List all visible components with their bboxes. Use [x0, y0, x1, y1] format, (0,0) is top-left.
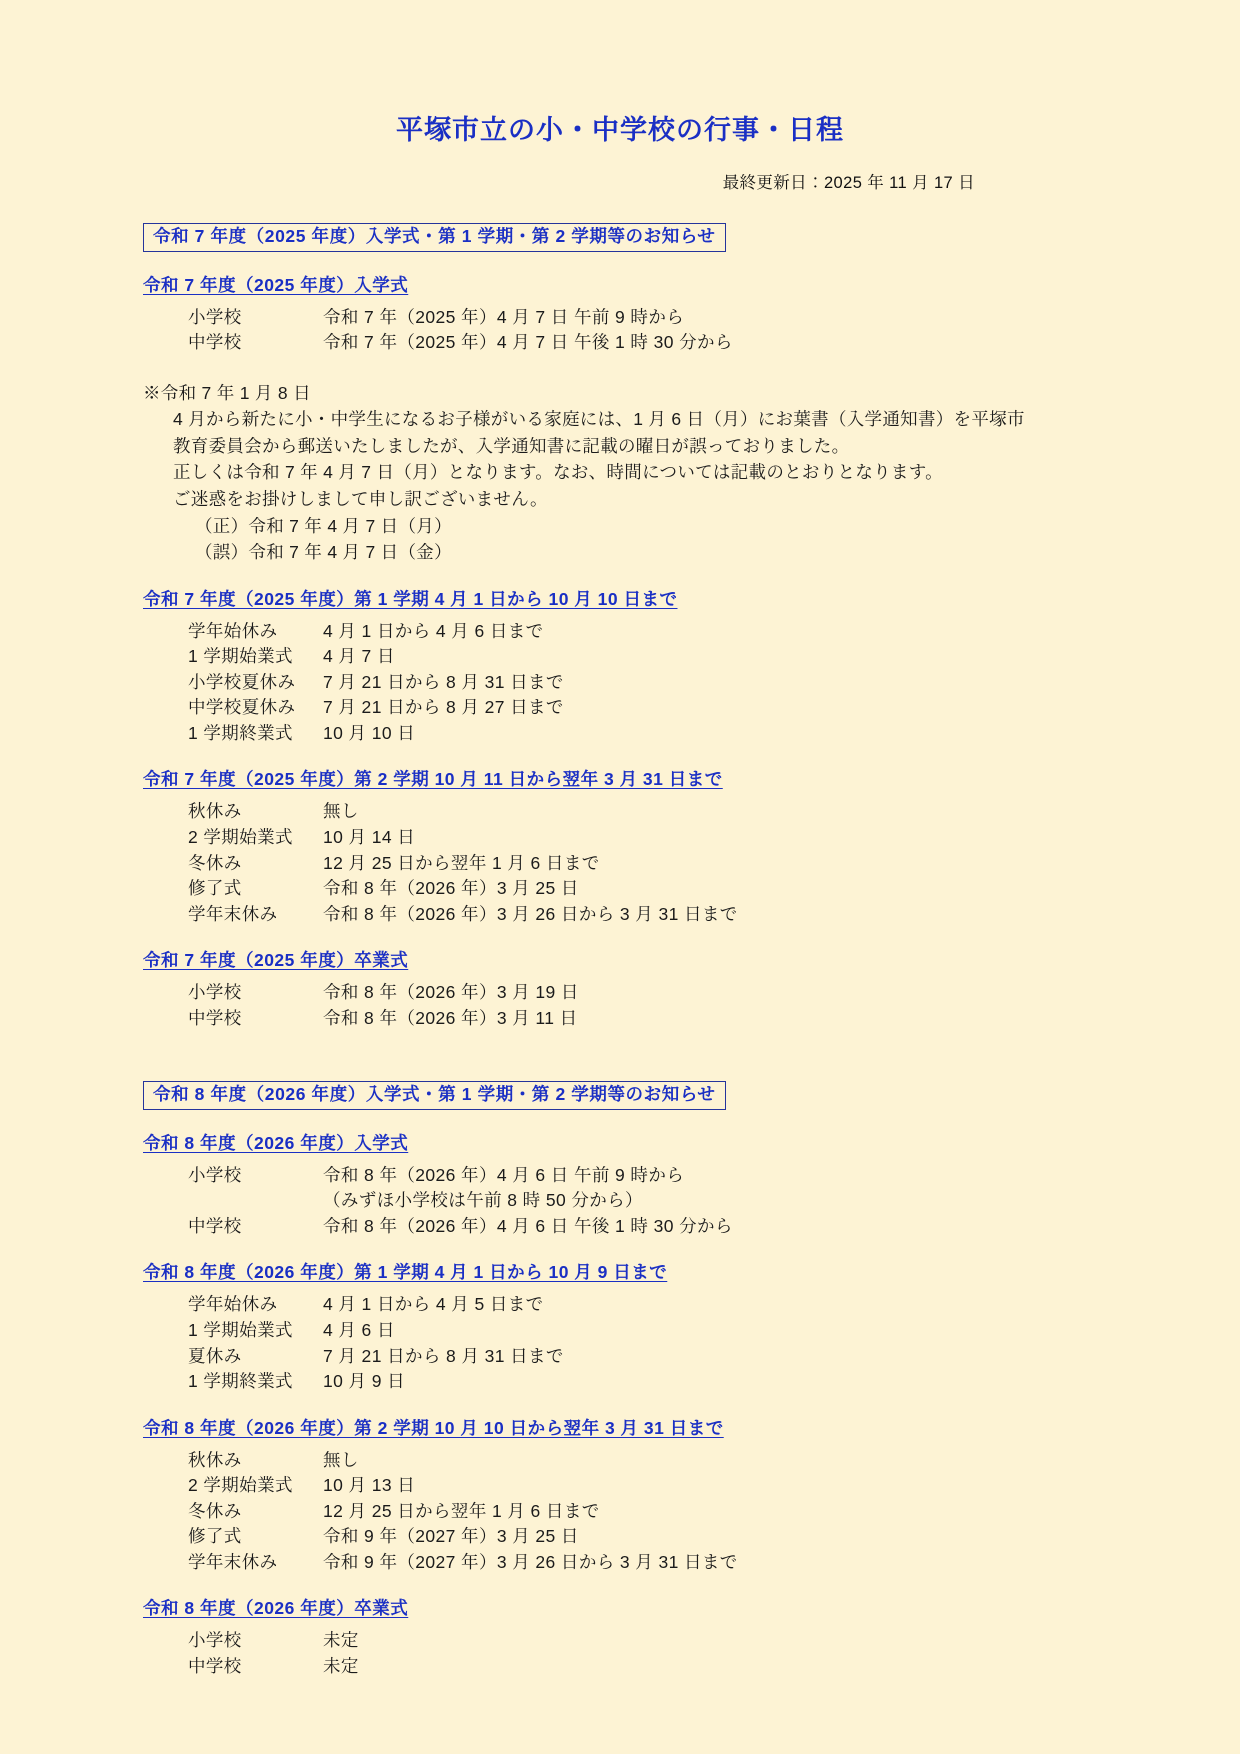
row-label: 中学校 — [188, 332, 242, 353]
notice-line: 4 月から新たに小・中学生になるお子様がいる家庭には、1 月 6 日（月）にお葉書（入学通知書）を平塚市 — [173, 409, 1025, 430]
section-banner-2026: 令和 8 年度（2026 年度）入学式・第 1 学期・第 2 学期等のお知らせ — [143, 1081, 726, 1110]
table-row — [143, 330, 1090, 356]
term2-2026-block — [143, 1395, 1090, 1576]
row-value: 12 月 25 日から翌年 1 月 6 日まで — [323, 852, 600, 873]
term2-2025-rows — [143, 799, 1090, 927]
row-label: 2 学期始業式 — [188, 827, 293, 848]
row-value: 7 月 21 日から 8 月 31 日まで — [323, 671, 564, 692]
row-value: 無し — [323, 1449, 359, 1470]
graduation-2026-block — [143, 1575, 1090, 1679]
table-row — [143, 1344, 1090, 1370]
table-row — [143, 619, 1090, 645]
row-value: 7 月 21 日から 8 月 27 日まで — [323, 697, 564, 718]
table-row — [143, 1499, 1090, 1525]
row-label: 学年末休み — [188, 1551, 278, 1572]
table-row — [143, 1292, 1090, 1318]
term2-2025-block — [143, 746, 1090, 927]
row-label: 1 学期始業式 — [188, 646, 293, 667]
term1-2026-heading: 令和 8 年度（2026 年度）第 1 学期 4 月 1 日から 10 月 9 日まで — [143, 1262, 668, 1283]
entrance-ceremony-2025-rows — [143, 305, 1090, 356]
row-label: 冬休み — [188, 1500, 242, 1521]
correction-notice-2025 — [143, 380, 1090, 566]
row-value: 未定 — [323, 1630, 359, 1651]
table-row — [143, 1473, 1090, 1499]
table-row — [143, 902, 1090, 928]
row-value: 7 月 21 日から 8 月 31 日まで — [323, 1345, 564, 1366]
table-row — [143, 670, 1090, 696]
graduation-2026-rows — [143, 1628, 1090, 1679]
row-value: 10 月 14 日 — [323, 827, 416, 848]
row-value: 令和 8 年（2026 年）3 月 25 日 — [323, 878, 579, 899]
term1-2025-block — [143, 566, 1090, 747]
row-label — [143, 1188, 323, 1214]
row-value: 令和 7 年（2025 年）4 月 7 日 午後 1 時 30 分から — [323, 332, 733, 353]
table-row — [143, 1654, 1090, 1680]
row-label: 学年末休み — [188, 903, 278, 924]
notice-line: 教育委員会から郵送いたしましたが、入学通知書に記載の曜日が誤っておりました。 — [173, 435, 850, 456]
row-value: 4 月 6 日 — [323, 1320, 395, 1340]
term1-2026-block — [143, 1239, 1090, 1394]
table-row — [143, 1369, 1090, 1395]
document-content — [0, 193, 1240, 1679]
row-label: 中学校 — [188, 1655, 242, 1676]
row-label: 2 学期始業式 — [188, 1475, 293, 1496]
row-label: 小学校夏休み — [188, 671, 296, 692]
table-row — [143, 1628, 1090, 1654]
row-label: 修了式 — [188, 878, 242, 899]
table-row — [143, 1524, 1090, 1550]
row-label: 中学校 — [188, 1007, 242, 1028]
table-row — [143, 721, 1090, 747]
table-row — [143, 799, 1090, 825]
row-label: 秋休み — [188, 801, 242, 822]
row-value: 10 月 10 日 — [323, 722, 416, 743]
row-value: 令和 8 年（2026 年）3 月 11 日 — [323, 1007, 578, 1028]
row-value: 令和 9 年（2027 年）3 月 25 日 — [323, 1526, 579, 1547]
row-value: 4 月 1 日から 4 月 5 日まで — [323, 1294, 544, 1315]
row-label: 中学校夏休み — [188, 697, 296, 718]
row-value: 令和 9 年（2027 年）3 月 26 日から 3 月 31 日まで — [323, 1551, 738, 1572]
row-label: 1 学期終業式 — [188, 1371, 293, 1392]
notice-line: 正しくは令和 7 年 4 月 7 日（月）となります。なお、時間については記載のとおりとなります。 — [173, 462, 943, 483]
row-label: 中学校 — [188, 1215, 242, 1236]
term2-2025-heading: 令和 7 年度（2025 年度）第 2 学期 10 月 11 日から翌年 3 月 31 日まで — [143, 769, 723, 790]
row-value: 10 月 13 日 — [323, 1475, 416, 1496]
row-label: 小学校 — [188, 306, 242, 327]
entrance-ceremony-2025-heading: 令和 7 年度（2025 年度）入学式 — [143, 274, 409, 295]
row-label: 小学校 — [188, 982, 242, 1003]
row-label: 学年始休み — [188, 1294, 278, 1315]
graduation-2025-rows — [143, 980, 1090, 1031]
row-value: 4 月 1 日から 4 月 6 日まで — [323, 620, 544, 641]
entrance-ceremony-2026-block — [143, 1110, 1090, 1240]
row-label: 冬休み — [188, 852, 242, 873]
table-row — [143, 1188, 1090, 1214]
row-value: 令和 8 年（2026 年）3 月 19 日 — [323, 982, 579, 1003]
section-2025 — [143, 193, 1090, 252]
table-row — [143, 876, 1090, 902]
row-value: 令和 7 年（2025 年）4 月 7 日 午前 9 時から — [323, 306, 685, 327]
graduation-2026-heading: 令和 8 年度（2026 年度）卒業式 — [143, 1598, 409, 1619]
graduation-2025-heading: 令和 7 年度（2025 年度）卒業式 — [143, 950, 409, 971]
table-row — [143, 644, 1090, 670]
row-value: 未定 — [323, 1655, 359, 1676]
table-row — [143, 825, 1090, 851]
row-label: 夏休み — [188, 1345, 242, 1366]
row-label: 学年始休み — [188, 620, 278, 641]
table-row — [143, 1550, 1090, 1576]
row-value: 令和 8 年（2026 年）4 月 6 日 午前 9 時から — [323, 1164, 685, 1185]
table-row — [143, 305, 1090, 331]
term1-2026-rows — [143, 1292, 1090, 1394]
term2-2026-heading: 令和 8 年度（2026 年度）第 2 学期 10 月 10 日から翌年 3 月 31 日まで — [143, 1417, 724, 1438]
table-row — [143, 851, 1090, 877]
row-label: 秋休み — [188, 1449, 242, 1470]
table-row — [143, 1006, 1090, 1032]
row-label: 1 学期始業式 — [188, 1320, 293, 1340]
notice-line: ※令和 7 年 1 月 8 日 — [143, 382, 311, 403]
term1-2025-rows — [143, 619, 1090, 747]
row-value-note: （みずほ小学校は午前 8 時 50 分から） — [323, 1190, 643, 1211]
row-value: 令和 8 年（2026 年）3 月 26 日から 3 月 31 日まで — [323, 903, 738, 924]
table-row — [143, 1163, 1090, 1189]
row-value: 12 月 25 日から翌年 1 月 6 日まで — [323, 1500, 600, 1521]
table-row — [143, 695, 1090, 721]
row-value: 無し — [323, 801, 359, 822]
entrance-ceremony-2026-heading: 令和 8 年度（2026 年度）入学式 — [143, 1132, 409, 1153]
last-updated-text: 最終更新日：2025 年 11 月 17 日 — [722, 174, 975, 192]
row-value: 令和 8 年（2026 年）4 月 6 日 午後 1 時 30 分から — [323, 1215, 733, 1236]
row-value: 4 月 7 日 — [323, 646, 395, 667]
page-title: 平塚市立の小・中学校の行事・日程 — [396, 115, 844, 145]
graduation-2025-block — [143, 927, 1090, 1031]
section-2026 — [143, 1051, 1090, 1110]
row-label: 修了式 — [188, 1526, 242, 1547]
entrance-ceremony-2026-rows — [143, 1163, 1090, 1240]
section-banner-2025: 令和 7 年度（2025 年度）入学式・第 1 学期・第 2 学期等のお知らせ — [143, 223, 726, 252]
term1-2025-heading: 令和 7 年度（2025 年度）第 1 学期 4 月 1 日から 10 月 10 日まで — [143, 588, 678, 609]
table-row — [143, 1214, 1090, 1240]
row-label: 1 学期終業式 — [188, 722, 293, 743]
entrance-ceremony-2025-block — [143, 252, 1090, 356]
notice-line: ご迷惑をお掛けしまして申し訳ございません。 — [173, 488, 548, 509]
notice-line-correct: （正）令和 7 年 4 月 7 日（月） — [195, 515, 452, 536]
notice-line-incorrect: （誤）令和 7 年 4 月 7 日（金） — [195, 542, 452, 563]
table-row — [143, 1448, 1090, 1474]
row-label: 小学校 — [188, 1630, 242, 1651]
term2-2026-rows — [143, 1448, 1090, 1576]
table-row — [143, 1318, 1090, 1344]
row-label: 小学校 — [188, 1164, 242, 1185]
table-row — [143, 980, 1090, 1006]
row-value: 10 月 9 日 — [323, 1371, 405, 1392]
